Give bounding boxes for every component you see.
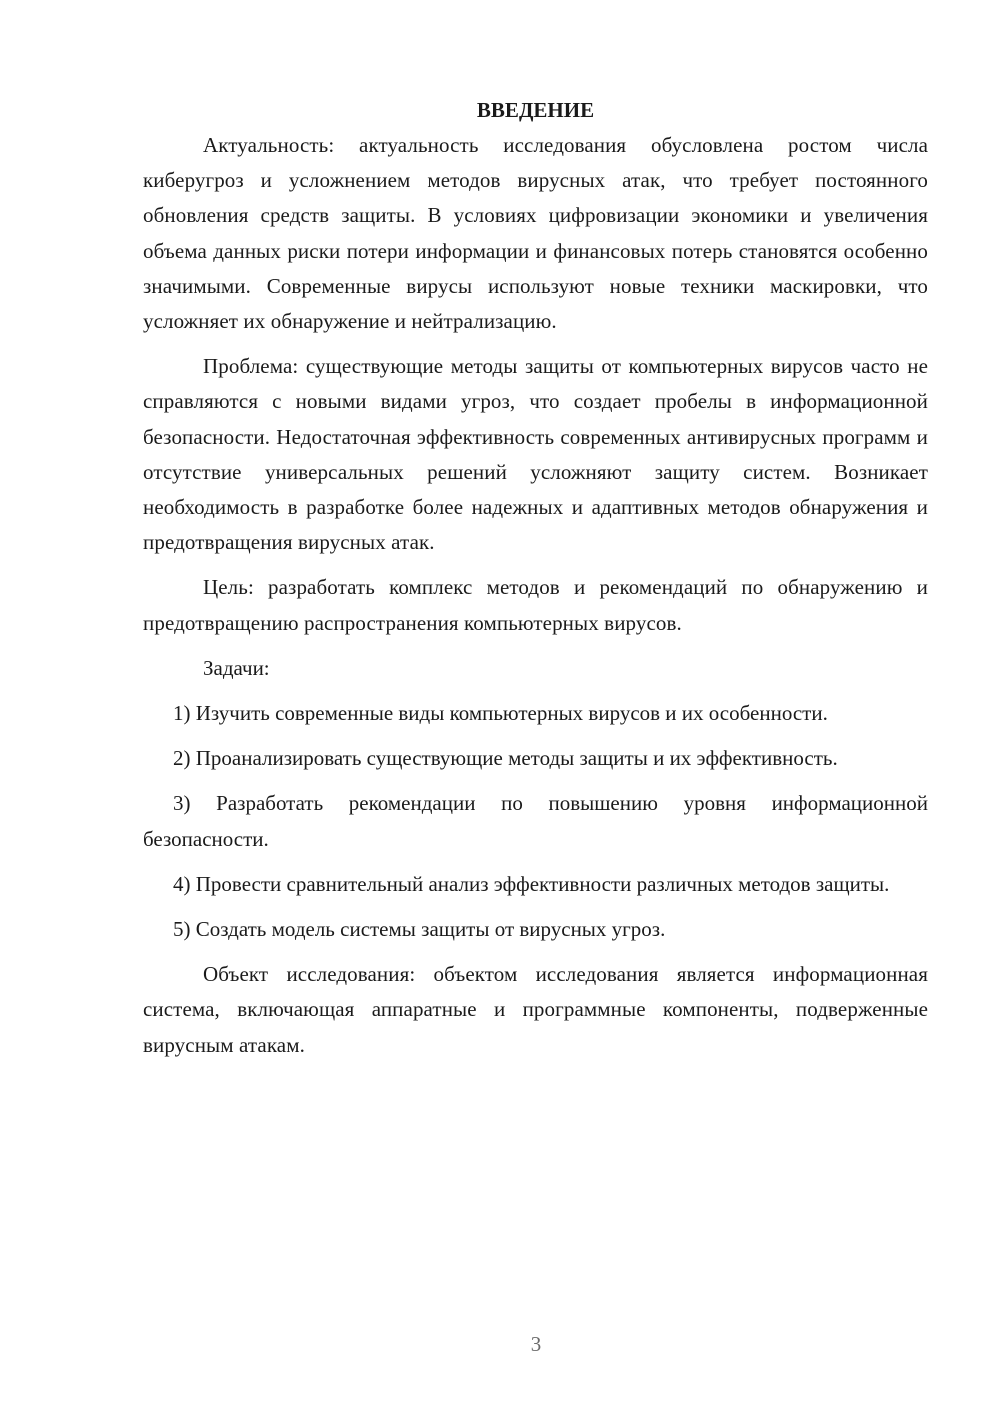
tasks-list (143, 696, 928, 947)
list-item: 2) Проанализировать существующие методы защиты и их эффективность. (173, 746, 838, 771)
tasks-label: Задачи: (203, 655, 270, 680)
section-heading: ВВЕДЕНИЕ (476, 98, 595, 122)
list-item: 3) Разработать рекомендации по повышению уровня информационной безопасности. (143, 791, 928, 851)
document-page (143, 93, 928, 1073)
paragraph-goal: Цель: разработать комплекс методов и рекомендаций по обнаружению и предотвращению распространения компьютерных вирусов. (143, 575, 928, 635)
list-item: 5) Создать модель системы защиты от вирусных угроз. (173, 917, 666, 942)
paragraph-object: Объект исследования: объектом исследования является информационная система, включающая аппаратные и программные компоненты, подверженные вирусным атакам. (143, 962, 928, 1057)
paragraph-problem: Проблема: существующие методы защиты от компьютерных вирусов часто не справляются с новыми видами угроз, что создает пробелы в информационной безопасности. Недостаточная эффективность современных антивирусных программ и отсутствие универсальных решений усложняют защиту систем. Возникает необходимость в разработке более надежных и адаптивных методов обнаружения и предотвращения вирусных атак. (143, 354, 928, 555)
paragraph-relevance: Актуальность: актуальность исследования обусловлена ростом числа киберугроз и усложнением методов вирусных атак, что требует постоянного обновления средств защиты. В условиях цифровизации экономики и увеличения объема данных риски потери информации и финансовых потерь становятся особенно значимыми. Современные вирусы используют новые техники маскировки, что усложняет их обнаружение и нейтрализацию. (143, 133, 928, 334)
list-item: 4) Провести сравнительный анализ эффективности различных методов защиты. (173, 871, 890, 896)
page-number: 3 (530, 1332, 542, 1356)
list-item: 1) Изучить современные виды компьютерных вирусов и их особенности. (173, 701, 828, 726)
